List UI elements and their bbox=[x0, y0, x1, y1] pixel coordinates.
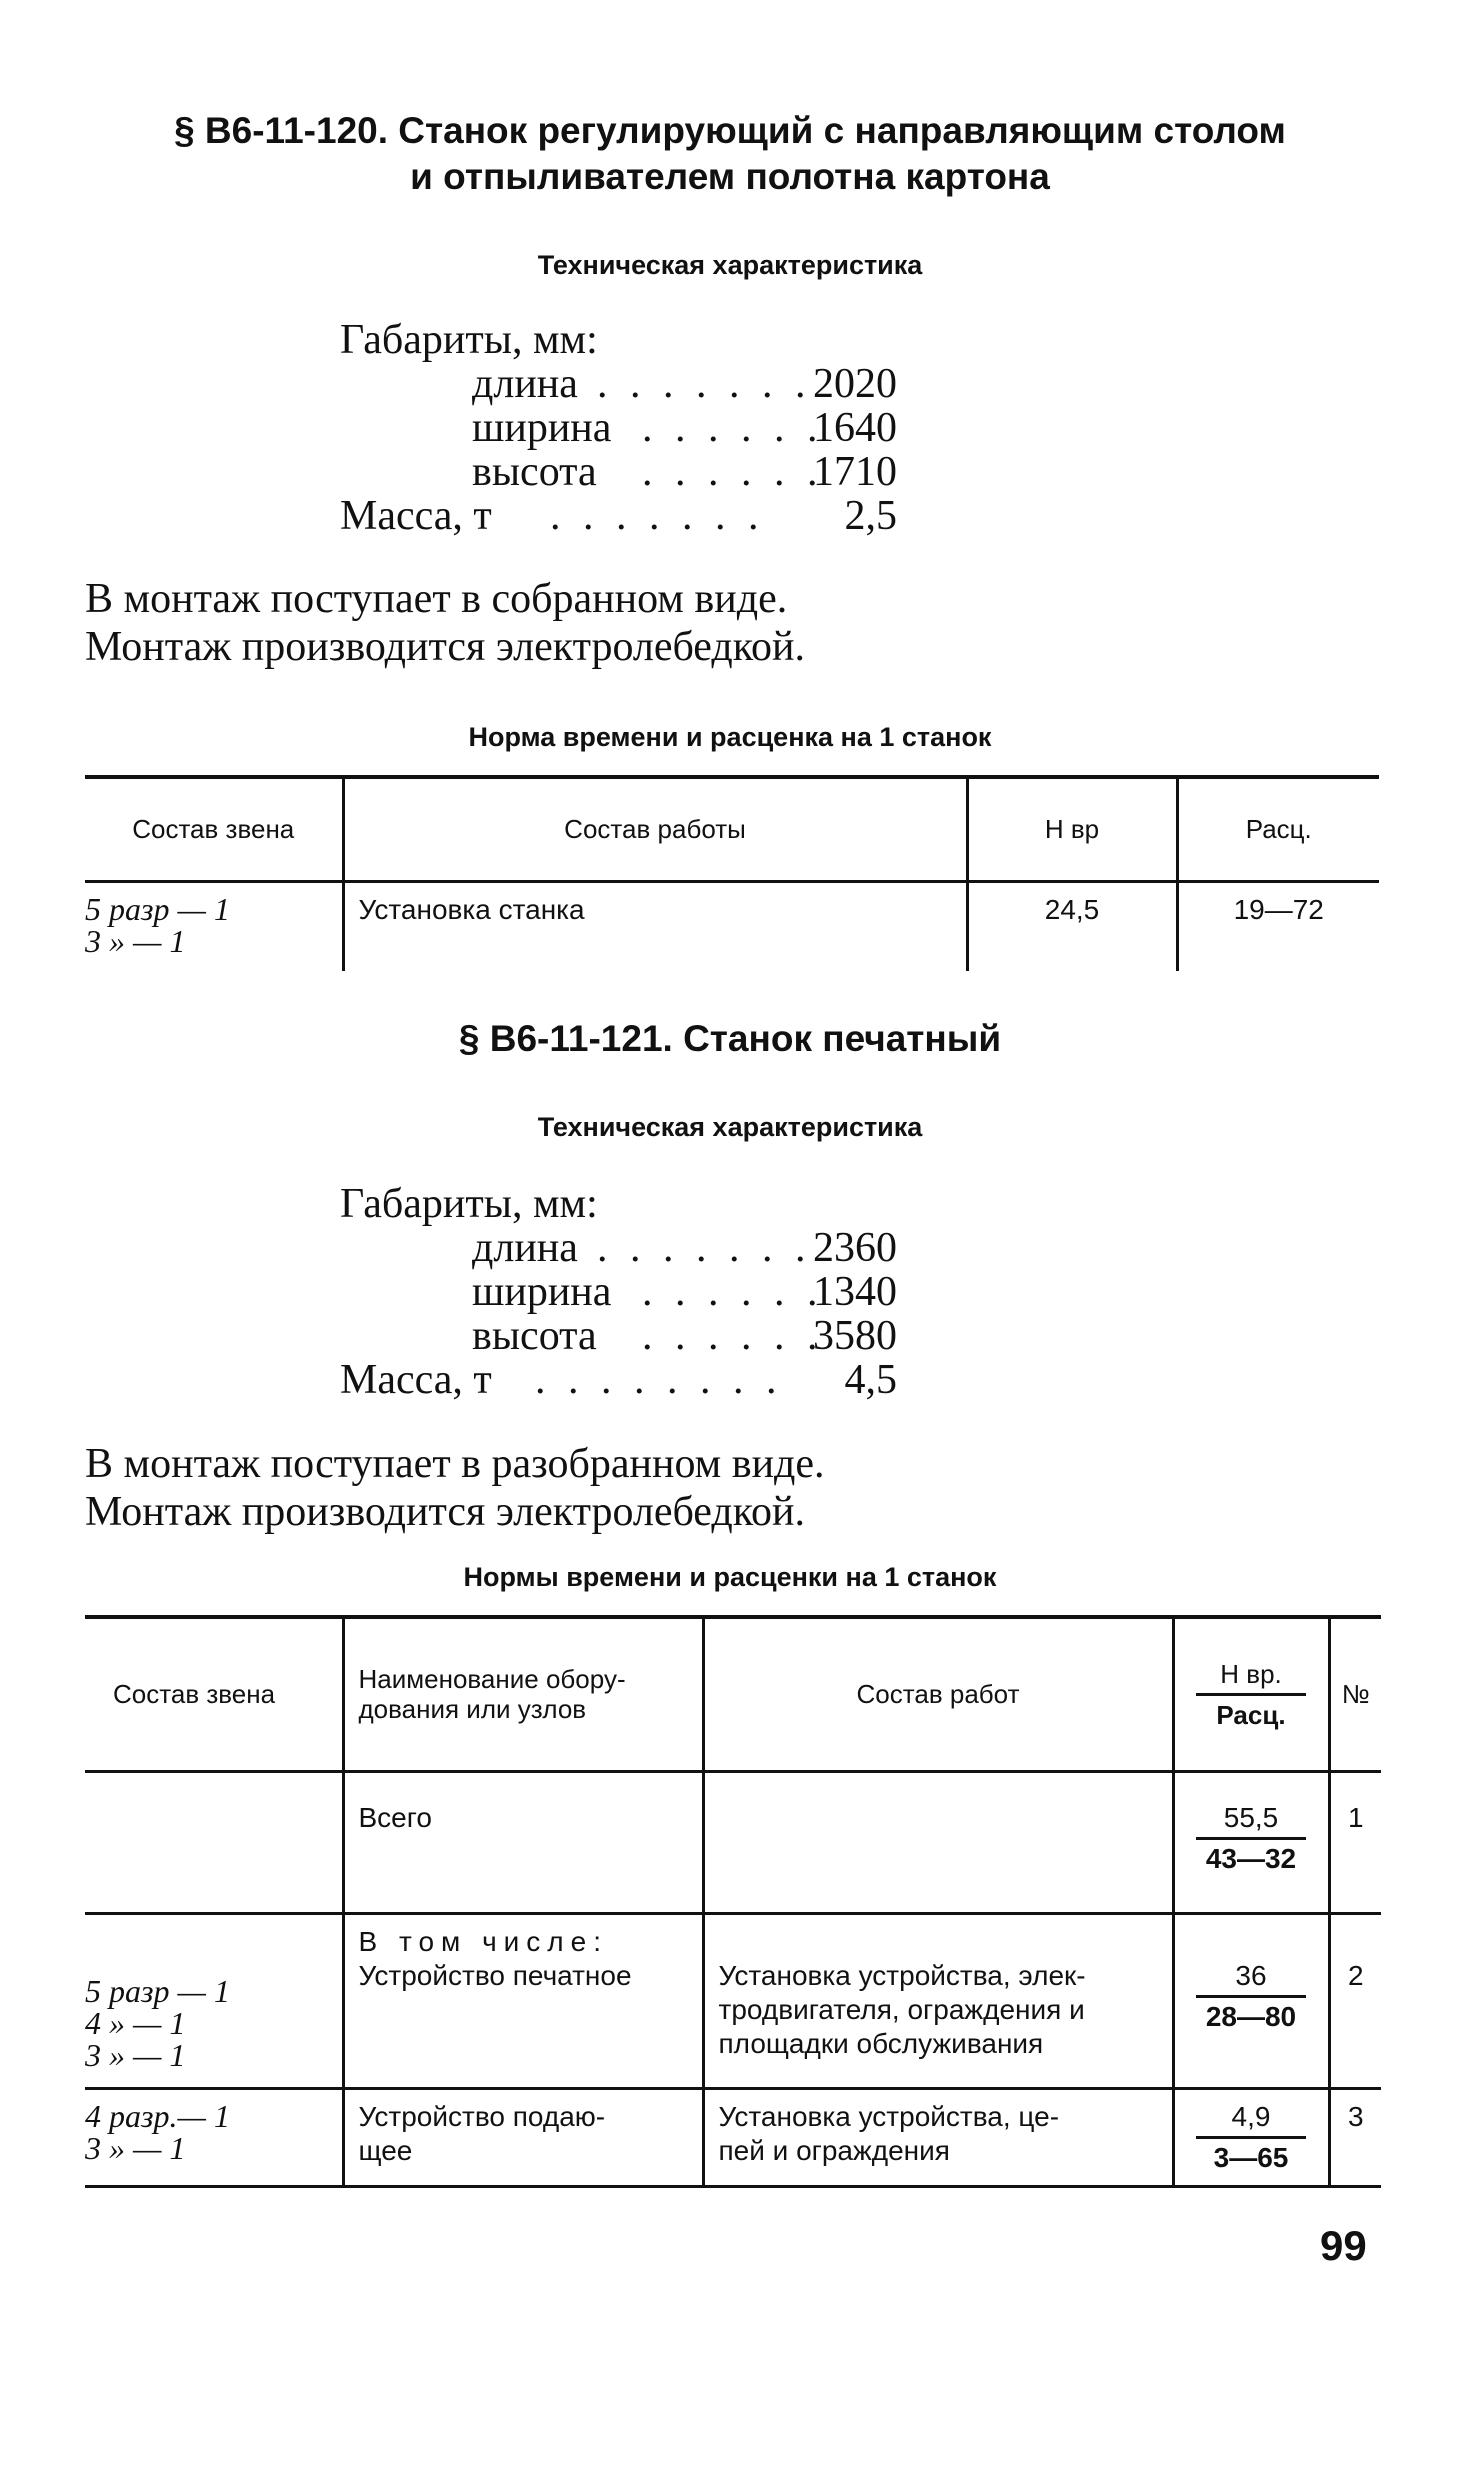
dims-label: Габариты, мм: bbox=[340, 1181, 598, 1227]
rate-header: Расц. bbox=[1216, 1699, 1286, 1730]
spec-row bbox=[472, 1314, 1072, 1358]
col-header-work: Состав работ bbox=[703, 1617, 1173, 1771]
norm-heading: Норма времени и расценка на 1 станок bbox=[468, 722, 992, 752]
spec-dots: . . . . . . bbox=[642, 1313, 824, 1359]
nvr-value: 55,5 bbox=[1196, 1801, 1306, 1840]
nvr-cell: 24,5 bbox=[967, 881, 1177, 971]
nvr-rate-cell bbox=[1173, 1771, 1329, 1913]
spec-value: 3580 bbox=[813, 1313, 897, 1359]
norm-table bbox=[85, 1615, 1381, 2188]
nvr-header: Н вр. bbox=[1196, 1657, 1306, 1696]
col-header-nvr: Н вр bbox=[967, 777, 1177, 881]
crew-line: 3 » — 1 bbox=[85, 2036, 186, 2073]
spec-value: 2020 bbox=[813, 361, 897, 407]
crew-cell bbox=[85, 2088, 343, 2186]
paragraph: Монтаж производится электролебедкой. bbox=[85, 624, 806, 670]
nvr-rate-cell bbox=[1173, 2088, 1329, 2186]
equipment-prefix: В том числе: bbox=[358, 1925, 608, 1957]
work-cell: Установка устройства, элек- тродвигателя, ограждения и площадки обслуживания bbox=[703, 1913, 1173, 2088]
section-title-line2: и отпыливателем полотна картона bbox=[410, 156, 1050, 197]
table-row bbox=[85, 1913, 1381, 2088]
col-header-number: № bbox=[1329, 1617, 1381, 1771]
spec-row bbox=[472, 1226, 1072, 1270]
equipment-cell bbox=[343, 1913, 703, 2088]
spec-dots: . . . . . . bbox=[642, 405, 824, 451]
col-header-work: Состав работы bbox=[343, 777, 967, 881]
mass-value: 4,5 bbox=[844, 1357, 897, 1403]
row-number: 3 bbox=[1329, 2088, 1381, 2186]
spec-dots: . . . . . . . bbox=[597, 361, 812, 407]
mass-label: Масса, т bbox=[340, 493, 492, 539]
crew-line: 3 » — 1 bbox=[85, 922, 186, 959]
col-header-crew: Состав звена bbox=[132, 814, 295, 845]
section-title: § В6-11-121. Станок печатный bbox=[458, 1018, 1002, 1059]
page-number: 99 bbox=[1320, 2222, 1367, 2269]
spec-dots: . . . . . . . bbox=[597, 1225, 812, 1271]
norm-heading: Нормы времени и расценки на 1 станок bbox=[463, 1562, 997, 1592]
mass-row bbox=[340, 1358, 1080, 1402]
spec-block bbox=[340, 318, 1140, 548]
nvr-value: 4,9 bbox=[1196, 2100, 1306, 2139]
col-header-crew: Состав звена bbox=[113, 1679, 276, 1710]
spec-label: ширина bbox=[472, 1269, 612, 1315]
mass-dots: . . . . . . . . bbox=[535, 1357, 783, 1403]
spec-value: 2360 bbox=[813, 1225, 897, 1271]
mass-value: 2,5 bbox=[844, 493, 897, 539]
rate-value: 3—65 bbox=[1213, 2141, 1289, 2173]
crew-line: 5 разр — 1 bbox=[85, 890, 230, 927]
col-header-nvr-rate bbox=[1173, 1617, 1329, 1771]
table-header-row bbox=[85, 777, 1379, 881]
crew-cell bbox=[85, 1771, 343, 1913]
col-header-equipment: Наименование обору- дования или узлов bbox=[343, 1617, 703, 1771]
spec-row bbox=[472, 450, 1072, 494]
rate-value: 28—80 bbox=[1205, 2000, 1297, 2032]
mass-dots: . . . . . . . bbox=[550, 493, 765, 539]
spec-block bbox=[340, 1182, 1140, 1412]
work-cell bbox=[703, 1771, 1173, 1913]
spec-label: длина bbox=[472, 361, 578, 407]
nvr-value: 36 bbox=[1196, 1959, 1306, 1998]
tech-heading: Техническая характеристика bbox=[537, 1112, 923, 1142]
col-header-rate: Расц. bbox=[1177, 777, 1379, 881]
rate-value: 43—32 bbox=[1205, 1842, 1297, 1874]
spec-value: 1340 bbox=[813, 1269, 897, 1315]
spec-label: длина bbox=[472, 1225, 578, 1271]
norm-table bbox=[85, 775, 1379, 971]
spec-row bbox=[472, 362, 1072, 406]
nvr-rate-cell bbox=[1173, 1913, 1329, 2088]
spec-dots: . . . . . . bbox=[642, 1269, 824, 1315]
spec-dots: . . . . . . bbox=[642, 449, 824, 495]
paragraph: В монтаж поступает в собранном виде. bbox=[85, 576, 788, 622]
equipment-cell: Устройство подаю- щее bbox=[343, 2088, 703, 2186]
tech-heading: Техническая характеристика bbox=[537, 250, 923, 280]
table-header-row bbox=[85, 1617, 1381, 1771]
row-number: 1 bbox=[1329, 1771, 1381, 1913]
crew-line: 5 разр — 1 bbox=[85, 1972, 230, 2009]
mass-label: Масса, т bbox=[340, 1357, 492, 1403]
rate-cell: 19—72 bbox=[1177, 881, 1379, 971]
paragraph: В монтаж поступает в разобранном виде. bbox=[85, 1441, 825, 1487]
mass-row bbox=[340, 494, 1080, 538]
paragraph: Монтаж производится электролебедкой. bbox=[85, 1489, 806, 1535]
work-cell: Установка устройства, це- пей и ограждения bbox=[703, 2088, 1173, 2186]
spec-row bbox=[472, 406, 1072, 450]
dims-label: Габариты, мм: bbox=[340, 317, 598, 363]
spec-label: ширина bbox=[472, 405, 612, 451]
spec-row bbox=[472, 1270, 1072, 1314]
equipment-name: Устройство печатное bbox=[358, 1959, 632, 1991]
work-cell: Установка станка bbox=[343, 881, 967, 971]
table-row bbox=[85, 2088, 1381, 2186]
crew-line: 4 разр.— 1 bbox=[85, 2097, 230, 2134]
crew-line: 3 » — 1 bbox=[85, 2129, 186, 2166]
row-number: 2 bbox=[1329, 1913, 1381, 2088]
section-title-line1: § В6-11-120. Станок регулирующий с направляющим столом bbox=[174, 110, 1286, 151]
spec-label: высота bbox=[472, 449, 597, 495]
equipment-cell: Всего bbox=[343, 1771, 703, 1913]
table-row bbox=[85, 1771, 1381, 1913]
spec-label: высота bbox=[472, 1313, 597, 1359]
table-row bbox=[85, 881, 1379, 971]
crew-cell bbox=[85, 1913, 343, 2088]
spec-value: 1710 bbox=[813, 449, 897, 495]
crew-line: 4 » — 1 bbox=[85, 2004, 186, 2041]
spec-value: 1640 bbox=[813, 405, 897, 451]
